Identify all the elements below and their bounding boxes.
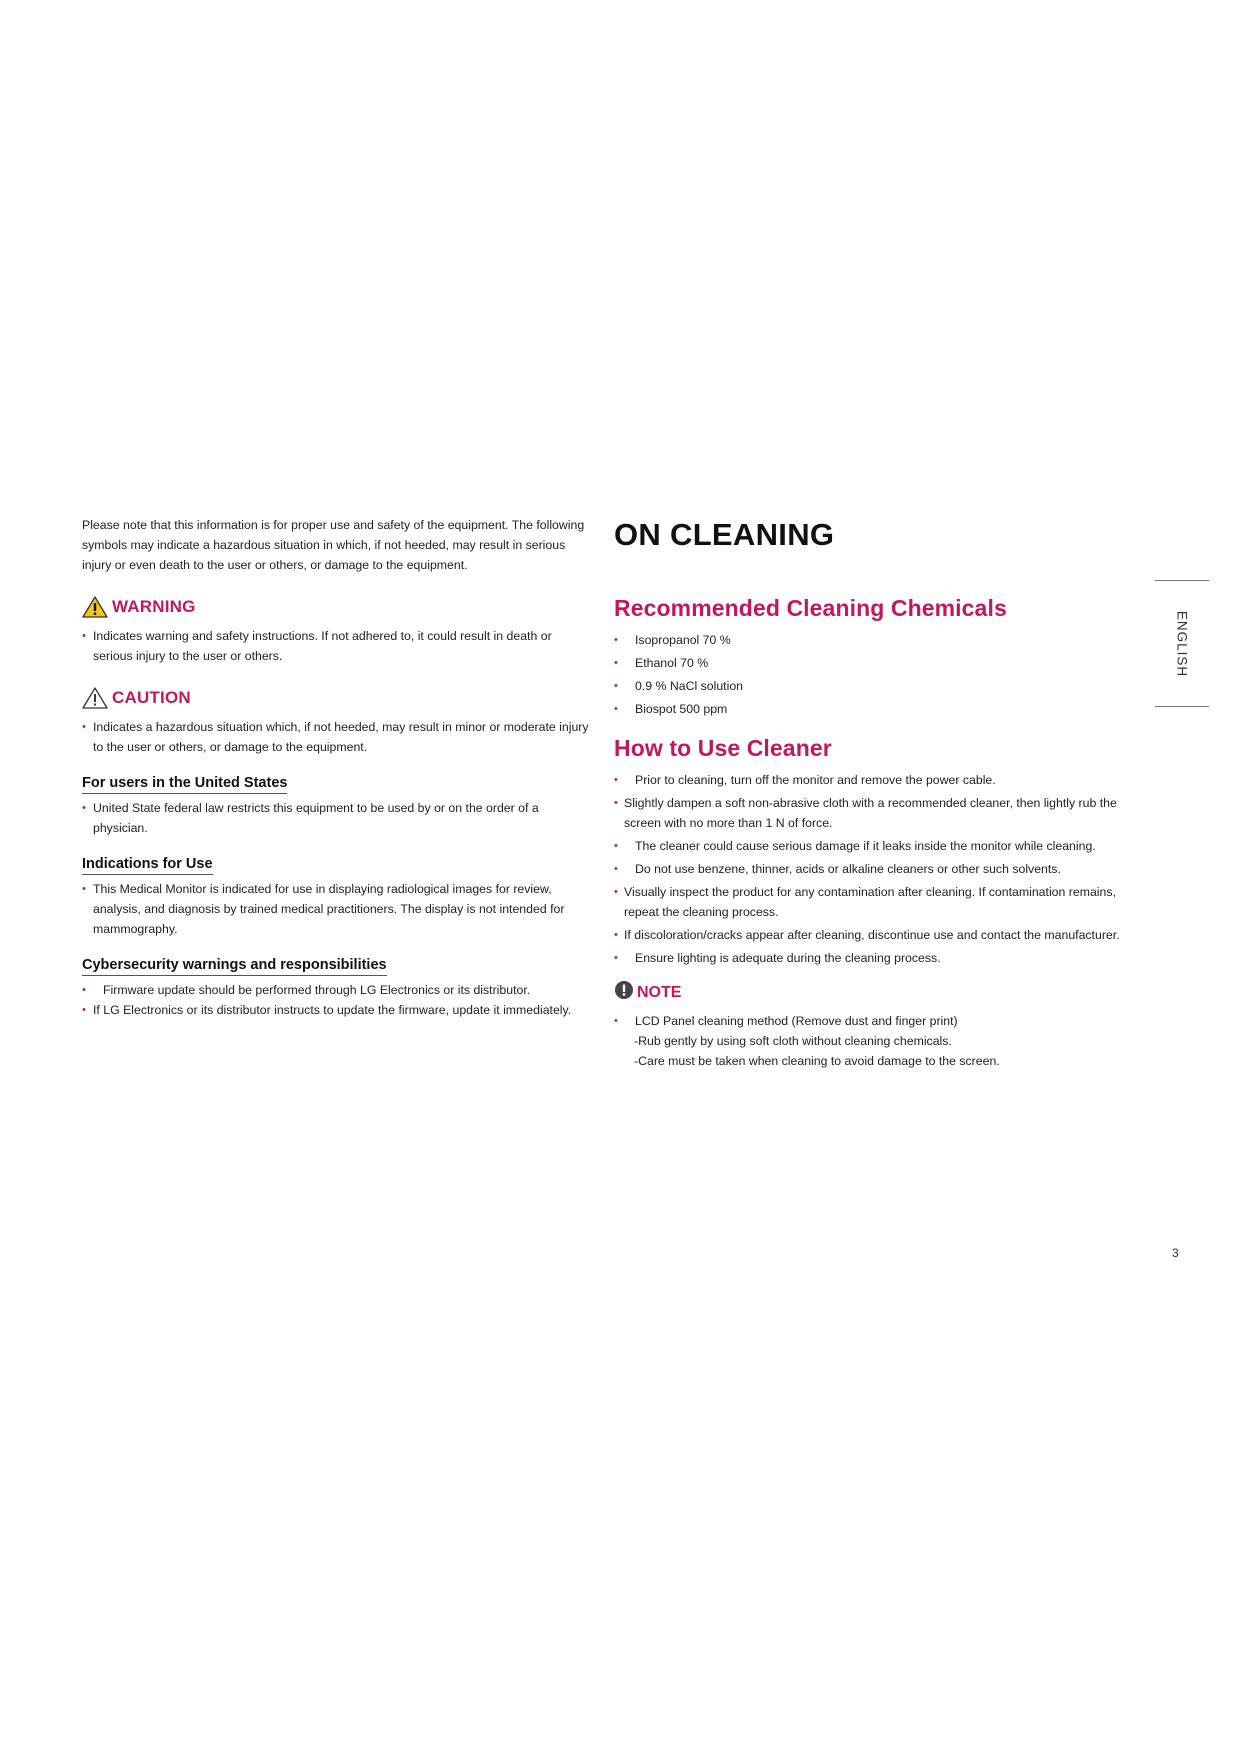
us-users-list bbox=[82, 798, 592, 838]
indications-heading: Indications for Use bbox=[82, 856, 213, 875]
list-item: • Indicates a hazardous situation which, if not heeded, may result in minor or moderate injury to the user or others, or damage to the equipment. bbox=[82, 717, 592, 757]
warning-title: WARNING bbox=[112, 597, 196, 616]
note-exclamation-icon bbox=[614, 980, 634, 1005]
page-number: 3 bbox=[1172, 1246, 1179, 1260]
chemicals-heading: Recommended Cleaning Chemicals bbox=[614, 595, 1007, 621]
page-title: ON CLEANING bbox=[614, 517, 835, 552]
language-side-tab bbox=[1155, 580, 1209, 707]
list-item: • This Medical Monitor is indicated for use in displaying radiological images for review, analysis, and diagnosis by trained medical practitioners. The display is not intended for mammography. bbox=[82, 879, 592, 939]
list-item: • Isopropanol 70 % bbox=[614, 630, 1129, 650]
list-item: • United State federal law restricts this equipment to be used by or on the order of a physician. bbox=[82, 798, 592, 838]
list-item: • LCD Panel cleaning method (Remove dust and finger print) bbox=[614, 1011, 1129, 1031]
right-column bbox=[614, 515, 1129, 1071]
cybersecurity-list bbox=[82, 980, 592, 1020]
language-label: ENGLISH bbox=[1174, 610, 1190, 677]
list-item: • The cleaner could cause serious damage if it leaks inside the monitor while cleaning. bbox=[614, 836, 1129, 856]
list-item: • 0.9 % NaCl solution bbox=[614, 676, 1129, 696]
caution-title: CAUTION bbox=[112, 688, 191, 707]
note-heading bbox=[614, 980, 1129, 1005]
cybersecurity-heading: Cybersecurity warnings and responsibilities bbox=[82, 957, 387, 976]
intro-paragraph: Please note that this information is for proper use and safety of the equipment. The following symbols may indicate a hazardous situation in which, if not heeded, may result in serious injury or even death to the user or others, or damage to the equipment. bbox=[82, 518, 585, 572]
list-item: • Indicates warning and safety instructions. If not adhered to, it could result in death or serious injury to the user or others. bbox=[82, 626, 592, 666]
warning-list bbox=[82, 626, 592, 666]
list-item: • Do not use benzene, thinner, acids or alkaline cleaners or other such solvents. bbox=[614, 859, 1129, 879]
list-item: • If discoloration/cracks appear after cleaning, discontinue use and contact the manufacturer. bbox=[614, 925, 1129, 945]
note-list bbox=[614, 1011, 1129, 1031]
list-item: • Slightly dampen a soft non-abrasive cloth with a recommended cleaner, then lightly rub the screen with no more than 1 N of force. bbox=[614, 793, 1129, 833]
list-item: • Ethanol 70 % bbox=[614, 653, 1129, 673]
note-title: NOTE bbox=[637, 983, 682, 1001]
list-item: • Prior to cleaning, turn off the monitor and remove the power cable. bbox=[614, 770, 1129, 790]
note-sub-item: -Care must be taken when cleaning to avoid damage to the screen. bbox=[634, 1054, 1000, 1068]
how-to-heading: How to Use Cleaner bbox=[614, 735, 832, 761]
list-item: • Firmware update should be performed through LG Electronics or its distributor. bbox=[82, 980, 592, 1000]
list-item: • Biospot 500 ppm bbox=[614, 699, 1129, 719]
warning-triangle-icon bbox=[82, 596, 108, 618]
list-item: • If LG Electronics or its distributor instructs to update the firmware, update it immediately. bbox=[82, 1000, 592, 1020]
us-users-heading: For users in the United States bbox=[82, 775, 287, 794]
caution-heading bbox=[82, 683, 592, 713]
list-item: • Visually inspect the product for any contamination after cleaning. If contamination remains, repeat the cleaning process. bbox=[614, 882, 1129, 922]
indications-list bbox=[82, 879, 592, 939]
caution-triangle-icon bbox=[82, 687, 108, 709]
how-to-list bbox=[614, 770, 1129, 968]
left-column bbox=[82, 515, 592, 1020]
chemicals-list bbox=[614, 630, 1129, 719]
list-item: • Ensure lighting is adequate during the cleaning process. bbox=[614, 948, 1129, 968]
caution-list bbox=[82, 717, 592, 757]
note-sub-item: -Rub gently by using soft cloth without cleaning chemicals. bbox=[634, 1034, 952, 1048]
warning-heading bbox=[82, 592, 592, 622]
